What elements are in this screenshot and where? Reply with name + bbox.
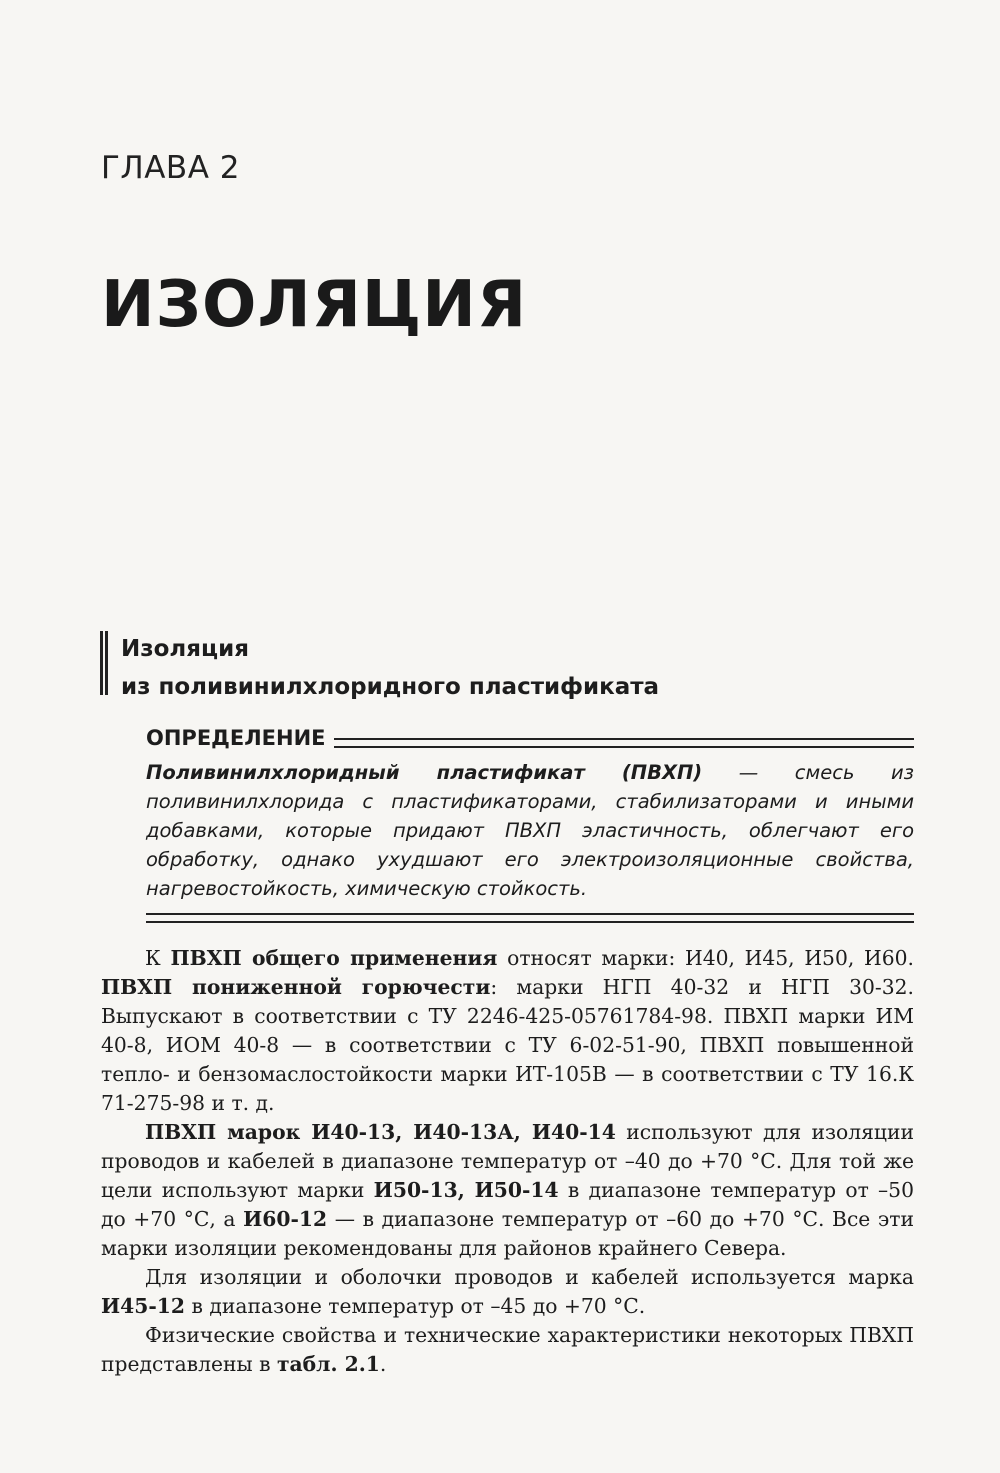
definition-top-rule (334, 738, 915, 748)
text-run: Для изоляции и оболочки проводов и кабелей используется марка (145, 1265, 914, 1289)
section-heading-line1: Изоляция (121, 636, 249, 662)
table-reference: табл. 2.1 (276, 1352, 380, 1376)
paragraph-2 (101, 1118, 914, 1263)
chapter-label: ГЛАВА 2 (101, 150, 240, 186)
bold-run: И45-12 (101, 1294, 186, 1318)
definition-term: Поливинилхлоридный пластификат (ПВХП) (146, 761, 703, 784)
text-run: в диапазоне температур от –45 до +70 °С. (185, 1294, 646, 1318)
definition-body: — смесь из поливинилхлорида с пластификаторами, стабилизаторами и иными добавками, которые придают ПВХП эластичность, облегчают его обработку, однако ухудшают его электроизоляционные свойства, нагревостойкость, химическую стойкость. (146, 761, 914, 900)
text-run: . (379, 1352, 387, 1376)
paragraph-4 (101, 1321, 914, 1379)
bold-run: ПВХП пониженной горючести (101, 975, 491, 999)
body-text (101, 944, 914, 1379)
text-run: К (145, 946, 171, 970)
text-run: относят марки: И40, И45, И50, И60. (497, 946, 914, 970)
text-run: в диапазоне температур от –50 до +70 °С, а (101, 1178, 914, 1231)
paragraph-3 (101, 1263, 914, 1321)
section-marker-bar (100, 631, 108, 695)
definition-bottom-rule (146, 913, 914, 923)
bold-run: И60-12 (243, 1207, 328, 1231)
paragraph-1 (101, 944, 914, 1118)
definition-label: ОПРЕДЕЛЕНИЕ (146, 726, 326, 750)
chapter-title: ИЗОЛЯЦИЯ (101, 268, 528, 342)
bold-run: ПВХП марок И40-13, И40-13А, И40-14 (145, 1120, 616, 1144)
bold-run: ПВХП общего применения (170, 946, 498, 970)
section-heading-line2: из поливинилхлоридного пластификата (121, 674, 660, 700)
text-run: : марки НГП 40-32 и НГП 30-32. Выпускают в соответствии с ТУ 2246-425-05761784-98. ПВХП марки ИМ 40-8, ИОМ 40-8 — в соответствии с ТУ 6-02-51-90, ПВХП повышенной тепло- и бензомаслостойкости марки ИТ-105В — в соответствии с ТУ 16.К 71-275-98 и т. д. (101, 975, 914, 1115)
definition-box (146, 720, 914, 923)
definition-text (146, 758, 914, 903)
section-heading (121, 630, 659, 706)
definition-header (146, 720, 914, 750)
bold-run: И50-13, И50-14 (373, 1178, 559, 1202)
text-run: используют для изоляции проводов и кабелей в диапазоне температур от –40 до +70 °С. Для той же цели используют марки (101, 1120, 915, 1202)
text-run: Физические свойства и технические характеристики некоторых ПВХП представлены в (101, 1323, 914, 1376)
text-run: — в диапазоне температур от –60 до +70 °С. Все эти марки изоляции рекомендованы для районов крайнего Севера. (101, 1207, 915, 1260)
